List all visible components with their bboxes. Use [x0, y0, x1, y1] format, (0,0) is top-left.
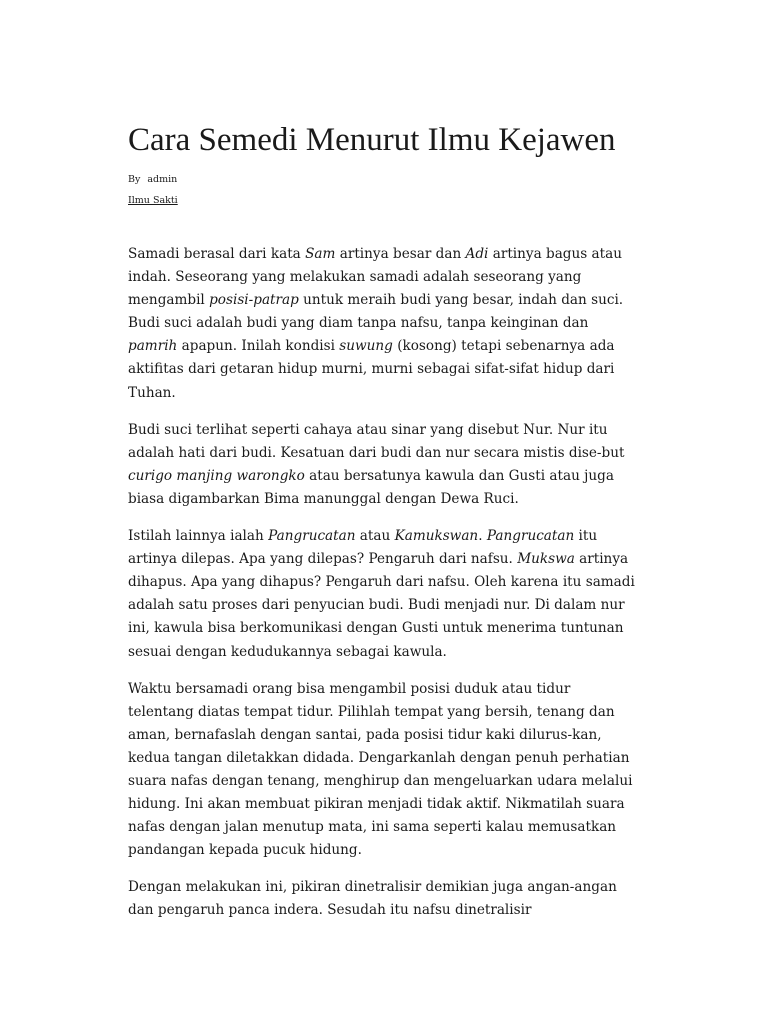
paragraph — [128, 876, 640, 922]
category-link[interactable]: Ilmu Sakti — [128, 195, 178, 206]
italic-term: Pangrucatan — [268, 528, 356, 545]
byline — [128, 172, 640, 188]
paragraph-text: Samadi berasal dari kata — [128, 246, 306, 262]
italic-term: posisi-patrap — [209, 292, 299, 309]
paragraph-text: Dengan melakukan ini, pikiran dinetralisir demikian juga angan-angan dan pengaruh panca indera. Sesudah itu nafsu dinetralisir — [128, 879, 617, 919]
paragraph-text: . — [478, 528, 487, 545]
paragraph-text: (kosong) tetapi sebenarnya ada aktifitas dari getaran hidup murni, murni sebagai sifat-sifat hidup dari Tuhan. — [128, 338, 615, 401]
paragraph — [128, 678, 640, 863]
italic-term: Sam — [305, 246, 336, 262]
paragraph-text: atau — [355, 528, 395, 545]
paragraph — [128, 243, 640, 405]
paragraph-text: Waktu bersamadi orang bisa mengambil posisi duduk atau tidur telentang diatas tempat tidur. Pilihlah tempat yang bersih, tenang dan aman, bernafaslah dengan santai, pada posisi tidur kaki dilurus-kan, kedua tangan diletakkan didada. Dengarkanlah dengan penuh perhatian suara nafas dengan tenang, menghirup dan mengeluarkan udara melalui hidung. Ini akan membuat pikiran menjadi tidak aktif. Nikmatilah suara nafas dengan jalan menutup mata, ini sama seperti kalau memusatkan pandangan kepada pucuk hidung. — [128, 680, 633, 859]
article — [128, 118, 640, 937]
italic-term: suwung — [339, 338, 393, 355]
italic-term: Mukswa — [517, 551, 575, 568]
paragraph-text: artinya dihapus. Apa yang dihapus? Pengaruh dari nafsu. Oleh karena itu samadi adalah satu proses dari penyucian budi. Budi menjadi nur. Di dalam nur ini, kawula bisa berkomunikasi dengan Gusti untuk menerima tuntunan sesuai dengan kedudukannya sebagai kawula. — [128, 551, 635, 660]
paragraph-text: apapun. Inilah kondisi — [177, 338, 340, 355]
italic-term: curigo manjing warongko — [128, 467, 305, 484]
article-title: Cara Semedi Menurut Ilmu Kejawen — [128, 122, 616, 158]
italic-term: pamrih — [128, 338, 178, 355]
author-name: admin — [147, 174, 178, 185]
paragraph-text: atau bersatunya kawula dan Gusti atau juga biasa digambarkan Bima manunggal dengan Dewa Ruci. — [128, 467, 614, 507]
paragraph-text: artinya besar dan — [335, 246, 466, 262]
paragraph-text: artinya bagus atau indah. Seseorang yang melakukan samadi adalah seseorang yang mengambil — [128, 246, 622, 309]
italic-term: Adi — [465, 246, 489, 262]
article-body — [128, 243, 640, 923]
paragraph-text: Budi suci terlihat seperti cahaya atau sinar yang disebut Nur. Nur itu adalah hati dari budi. Kesatuan dari budi dan nur secara mistis dise-but — [128, 421, 625, 461]
italic-term: Kamukswan — [394, 528, 479, 545]
italic-term: Pangrucatan — [486, 528, 575, 545]
paragraph — [128, 525, 640, 664]
paragraph-text: itu artinya dilepas. Apa yang dilepas? Pengaruh dari nafsu. — [128, 528, 598, 568]
paragraph-text: untuk meraih budi yang besar, indah dan suci. Budi suci adalah budi yang diam tanpa nafsu, tanpa keinginan dan — [128, 292, 624, 332]
paragraph-text: Istilah lainnya ialah — [128, 528, 269, 545]
byline-label: By — [128, 174, 141, 185]
paragraph — [128, 419, 640, 511]
